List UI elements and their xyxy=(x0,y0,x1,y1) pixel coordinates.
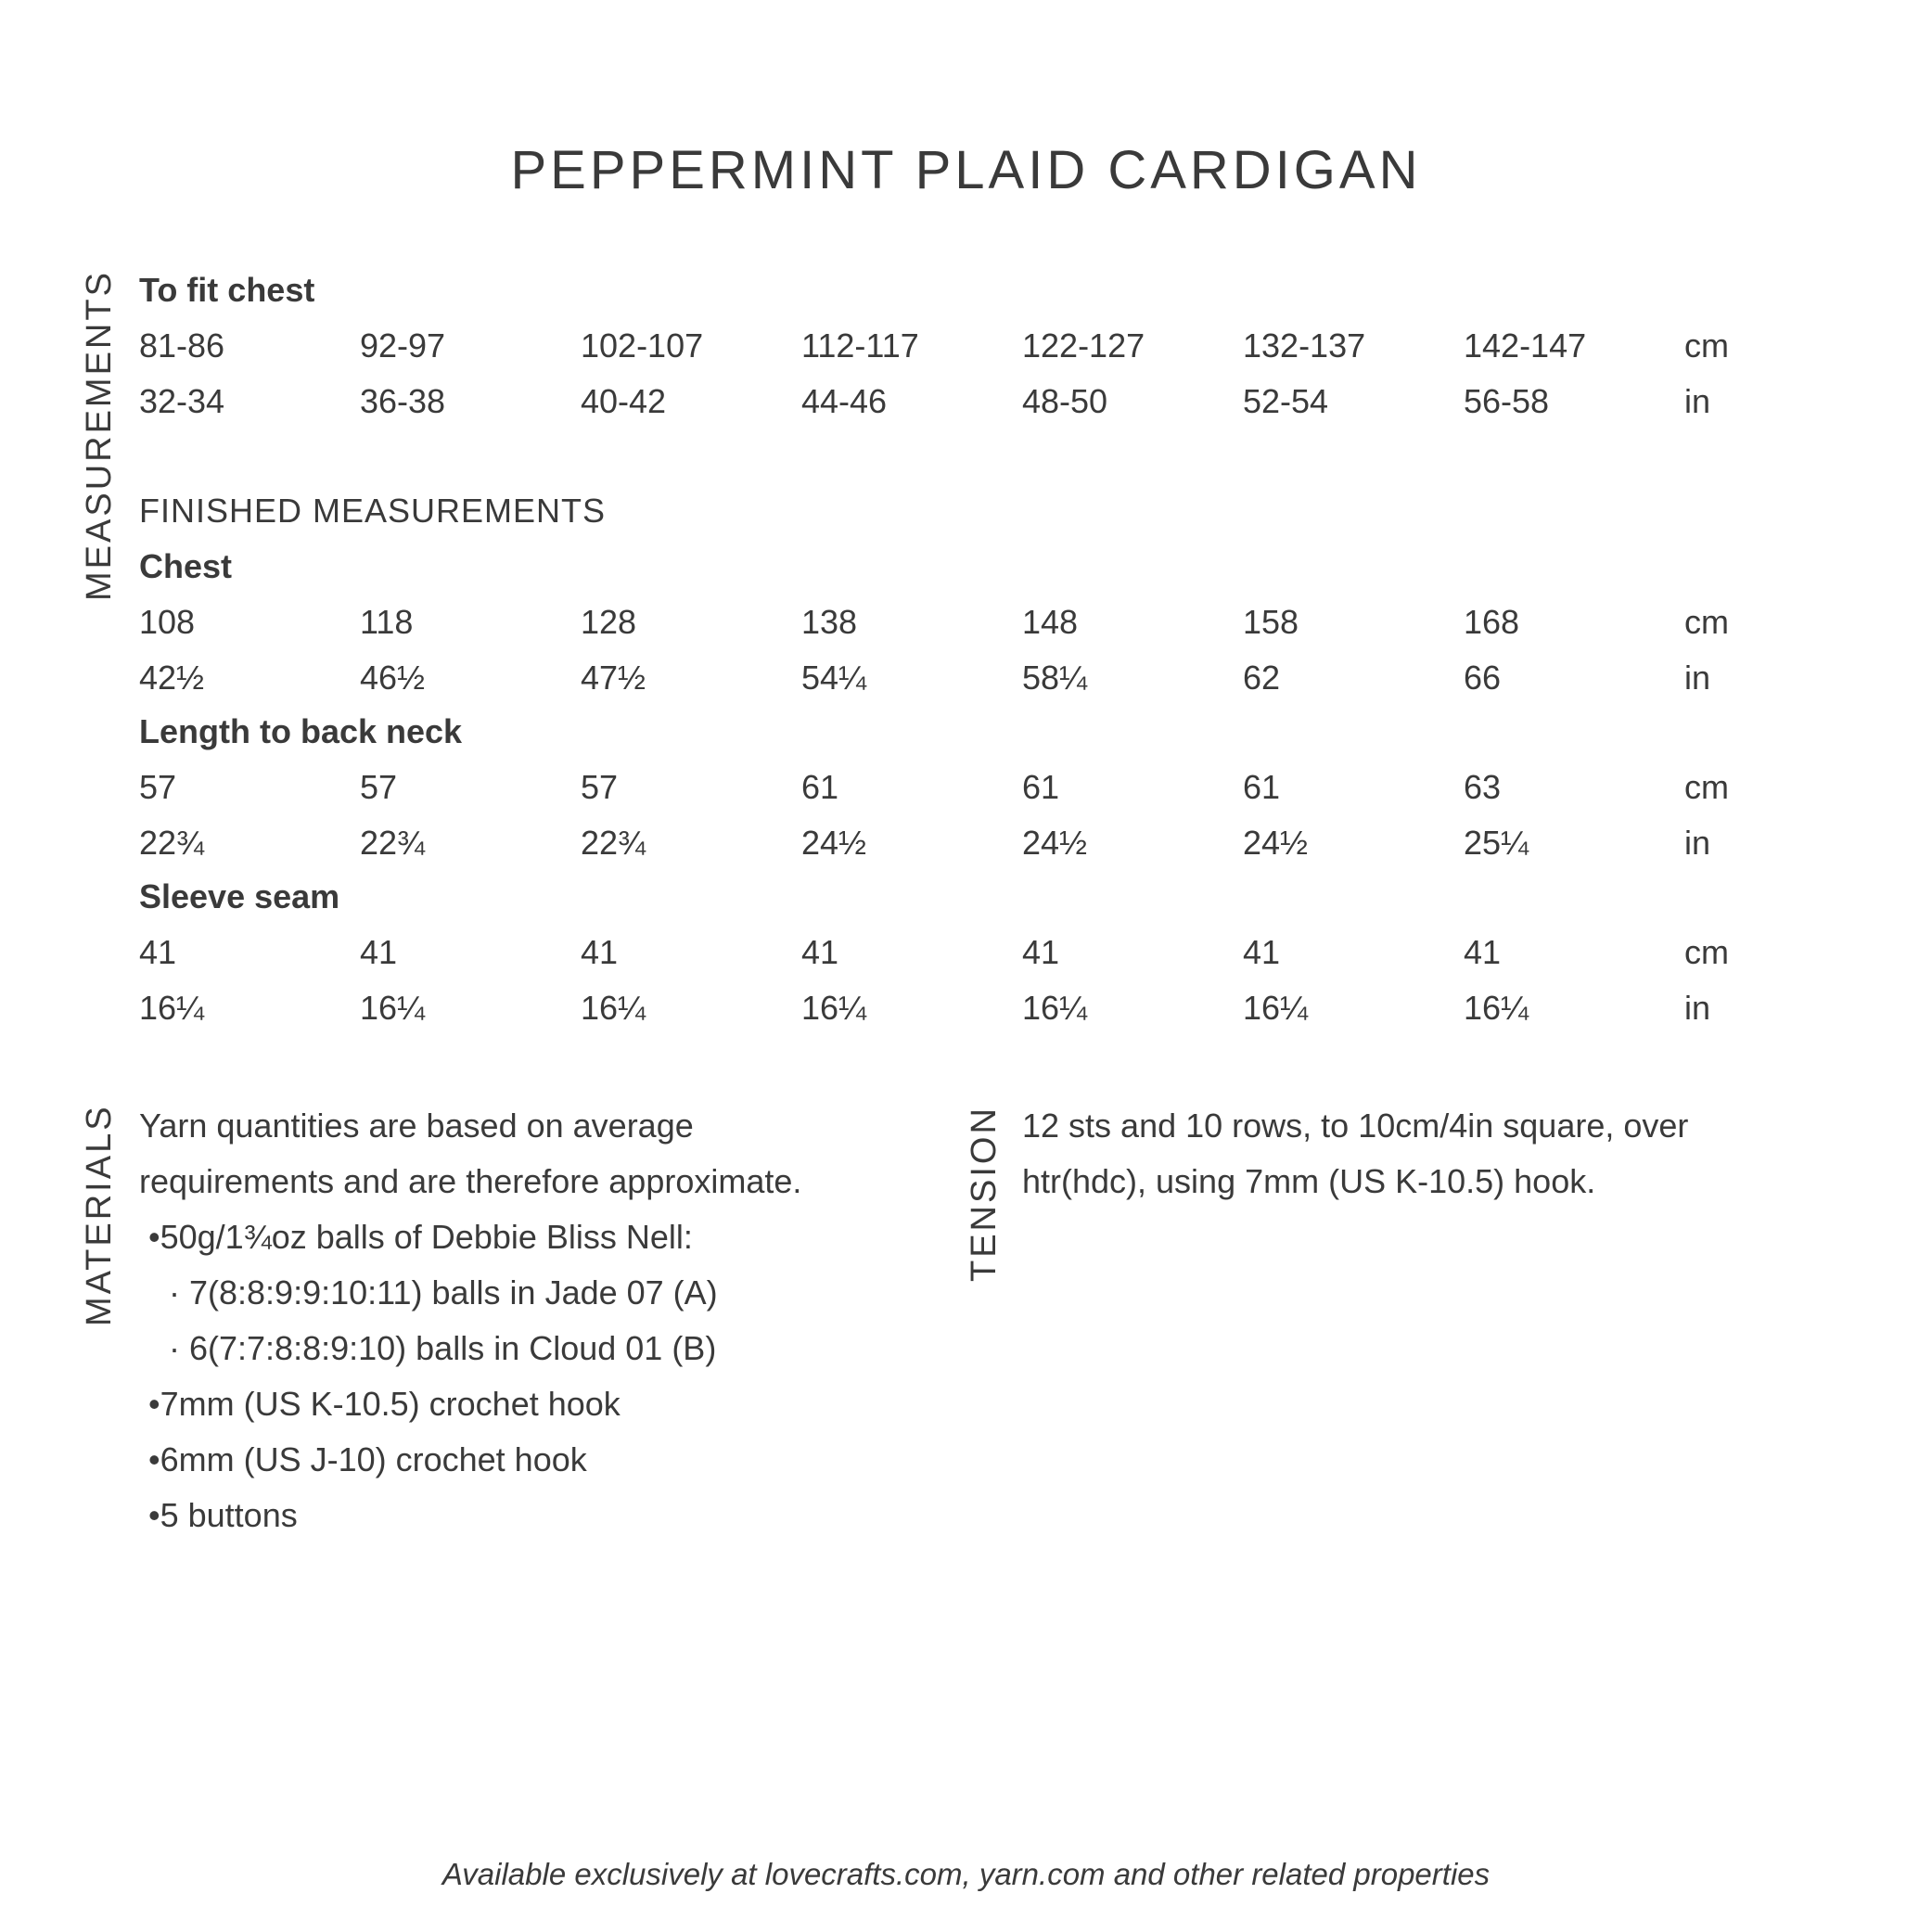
materials-sub-item: · 6(7:7:8:8:9:10) balls in Cloud 01 (B) xyxy=(169,1329,717,1367)
size-value: 132-137 xyxy=(1243,326,1366,365)
size-value: 158 xyxy=(1243,603,1299,641)
to-fit-chest-in-row xyxy=(139,382,1864,429)
unit-label: cm xyxy=(1684,768,1729,806)
size-value: 61 xyxy=(1243,768,1281,806)
size-value: 112-117 xyxy=(801,326,919,365)
sleeve-heading: Sleeve seam xyxy=(139,877,340,915)
size-value: 92-97 xyxy=(360,326,446,365)
size-value: 122-127 xyxy=(1022,326,1145,365)
unit-label: cm xyxy=(1684,326,1729,365)
size-value: 46½ xyxy=(360,659,426,697)
size-value: 32-34 xyxy=(139,382,225,420)
materials-sub-item: · 7(8:8:9:9:10:11) balls in Jade 07 (A) xyxy=(169,1273,718,1311)
size-value: 66 xyxy=(1464,659,1502,697)
size-value: 57 xyxy=(139,768,177,806)
size-value: 47½ xyxy=(581,659,646,697)
materials-section-label: MATERIALS xyxy=(80,1104,119,1326)
footer-note: Available exclusively at lovecrafts.com, yarn.com and other related properties xyxy=(441,1857,1491,1891)
size-value: 142-147 xyxy=(1464,326,1587,365)
materials-intro-line: requirements and are therefore approximate. xyxy=(139,1162,802,1200)
tension-line: 12 sts and 10 rows, to 10cm/4in square, over xyxy=(1022,1107,1689,1145)
unit-label: cm xyxy=(1684,603,1729,641)
size-value: 16¼ xyxy=(581,989,646,1027)
size-value: 57 xyxy=(581,768,619,806)
size-value: 16¼ xyxy=(139,989,205,1027)
size-value: 22¾ xyxy=(581,824,646,862)
size-value: 41 xyxy=(360,933,398,971)
size-value: 57 xyxy=(360,768,398,806)
unit-label: in xyxy=(1684,659,1711,697)
chest-in-row xyxy=(139,659,1864,705)
tension-line: htr(hdc), using 7mm (US K-10.5) hook. xyxy=(1022,1162,1596,1200)
measurements-section-label: MEASUREMENTS xyxy=(80,270,119,601)
chest-cm-row xyxy=(139,603,1864,649)
size-value: 61 xyxy=(1022,768,1060,806)
size-value: 61 xyxy=(801,768,839,806)
size-value: 16¼ xyxy=(1243,989,1309,1027)
size-value: 25¼ xyxy=(1464,824,1529,862)
size-value: 24½ xyxy=(1022,824,1088,862)
size-value: 81-86 xyxy=(139,326,225,365)
size-value: 58¼ xyxy=(1022,659,1088,697)
size-value: 40-42 xyxy=(581,382,667,420)
tension-section-label: TENSION xyxy=(965,1106,1004,1282)
to-fit-chest-cm-row xyxy=(139,326,1864,373)
size-value: 54¼ xyxy=(801,659,867,697)
materials-bullet: •6mm (US J-10) crochet hook xyxy=(148,1440,587,1478)
size-value: 62 xyxy=(1243,659,1281,697)
size-value: 41 xyxy=(1464,933,1502,971)
size-value: 16¼ xyxy=(801,989,867,1027)
page-title: PEPPERMINT PLAID CARDIGAN xyxy=(510,140,1422,200)
size-value: 24½ xyxy=(801,824,867,862)
size-value: 128 xyxy=(581,603,637,641)
materials-bullet: •50g/1¾oz balls of Debbie Bliss Nell: xyxy=(148,1218,693,1256)
size-value: 36-38 xyxy=(360,382,446,420)
size-value: 52-54 xyxy=(1243,382,1329,420)
size-value: 16¼ xyxy=(360,989,426,1027)
length-heading: Length to back neck xyxy=(139,712,463,750)
sleeve-cm-row xyxy=(139,933,1864,979)
size-value: 56-58 xyxy=(1464,382,1550,420)
sleeve-in-row xyxy=(139,989,1864,1035)
materials-intro-line: Yarn quantities are based on average xyxy=(139,1107,694,1145)
size-value: 16¼ xyxy=(1464,989,1529,1027)
size-value: 41 xyxy=(139,933,177,971)
length-in-row xyxy=(139,824,1864,870)
size-value: 138 xyxy=(801,603,858,641)
length-cm-row xyxy=(139,768,1864,814)
size-value: 118 xyxy=(360,603,414,641)
size-value: 41 xyxy=(1022,933,1060,971)
size-value: 42½ xyxy=(139,659,205,697)
materials-block xyxy=(139,1098,801,1543)
size-value: 148 xyxy=(1022,603,1079,641)
size-value: 41 xyxy=(801,933,839,971)
size-value: 24½ xyxy=(1243,824,1309,862)
unit-label: in xyxy=(1684,989,1711,1027)
size-value: 108 xyxy=(139,603,196,641)
unit-label: in xyxy=(1684,382,1711,420)
materials-bullet: •5 buttons xyxy=(148,1496,298,1534)
size-value: 16¼ xyxy=(1022,989,1088,1027)
unit-label: in xyxy=(1684,824,1711,862)
finished-measurements-heading: FINISHED MEASUREMENTS xyxy=(139,492,607,530)
unit-label: cm xyxy=(1684,933,1729,971)
size-value: 63 xyxy=(1464,768,1502,806)
size-value: 44-46 xyxy=(801,382,888,420)
size-value: 48-50 xyxy=(1022,382,1108,420)
size-value: 22¾ xyxy=(139,824,205,862)
materials-bullet: •7mm (US K-10.5) crochet hook xyxy=(148,1385,621,1423)
size-value: 41 xyxy=(1243,933,1281,971)
size-value: 22¾ xyxy=(360,824,426,862)
size-value: 102-107 xyxy=(581,326,704,365)
chest-heading: Chest xyxy=(139,547,233,585)
to-fit-chest-heading: To fit chest xyxy=(139,271,315,309)
tension-block xyxy=(1022,1098,1688,1209)
size-value: 168 xyxy=(1464,603,1520,641)
size-value: 41 xyxy=(581,933,619,971)
